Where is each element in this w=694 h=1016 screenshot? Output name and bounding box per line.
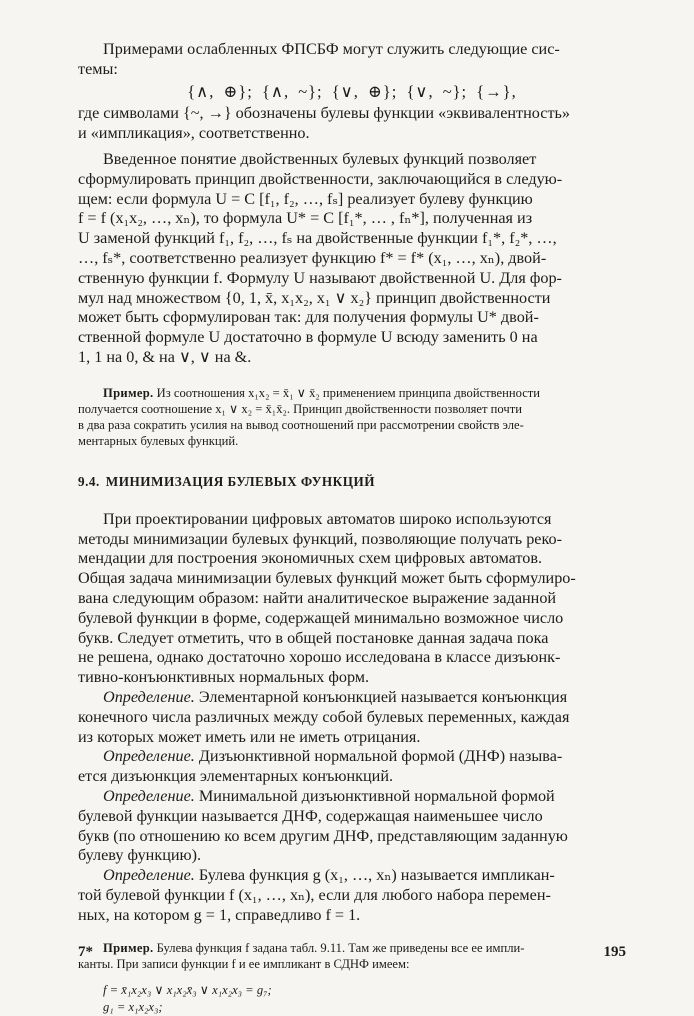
minimization-paragraph <box>78 510 626 688</box>
text-line: ственной формуле U достаточно в формуле U всюду заменить 0 на <box>78 328 538 347</box>
example-line: получается соотношение x₁ ∨ x₂ = x̄₁x̄₂. Принцип двойственности позволяет почти <box>78 401 522 416</box>
duality-paragraph <box>78 150 626 368</box>
page-body <box>78 40 626 1016</box>
text-line: из которых может иметь или не иметь отрицания. <box>78 727 421 746</box>
text-line: ных, на котором g = 1, справедливо f = 1. <box>78 905 361 924</box>
formula-line: f = x̄₁x₂x₃ ∨ x₁x₂x̄₃ ∨ x₁x₂x₃ = g₇; <box>103 983 272 998</box>
section-title: МИНИМИЗАЦИЯ БУЛЕВЫХ ФУНКЦИЙ <box>105 473 375 489</box>
definition-minimal-dnf <box>78 787 626 866</box>
text-line: сформулировать принцип двойственности, заключающийся в следую- <box>78 169 563 188</box>
definition-line <box>78 787 626 807</box>
text-line: Общая задача минимизации булевых функций может быть сформулиро- <box>78 569 576 588</box>
example-line: канты. При записи функции f и ее импликант в СДНФ имеем: <box>78 957 410 972</box>
text-line: букв (по отношению ко всем другим ДНФ, представляющим заданную <box>78 826 568 845</box>
text-line: букв. Следует отметить, что в общей постановке данная задача пока <box>78 628 549 647</box>
intro-paragraph <box>78 40 626 144</box>
text-line: методы минимизации булевых функций, позволяющие получать реко- <box>78 529 563 548</box>
definition-text: Минимальной дизъюнктивной нормальной формой <box>194 786 555 805</box>
section-heading <box>78 474 626 490</box>
text-line: булевой функции называется ДНФ, содержащая наименьшее число <box>78 806 543 825</box>
example-line <box>78 940 626 956</box>
page-number: 195 <box>603 944 626 960</box>
text-line: щем: если формула U = C [f₁, f₂, …, fₛ] реализует булеву функцию <box>78 189 533 208</box>
example-text: Булева функция f задана табл. 9.11. Там же приведены все ее импли- <box>153 941 525 956</box>
definition-text: Элементарной конъюнкцией называется конъюнкция <box>194 687 568 706</box>
text-line: мендации для построения экономичных схем цифровых автоматов. <box>78 549 543 568</box>
definition-term: Определение. <box>103 687 195 706</box>
text-line: ственную функции f. Формулу U называют двойственной U. Для фор- <box>78 268 562 287</box>
text-line: где символами {~, →} обозначены булевы функции «эквивалентность» <box>78 104 571 123</box>
definition-text: Дизъюнктивной нормальной формой (ДНФ) называ- <box>194 747 563 766</box>
example-line <box>78 385 626 401</box>
formula-systems: {∧, ⊕}; {∧, ~}; {∨, ⊕}; {∨, ~}; {→}, <box>187 81 517 101</box>
text-line: мул над множеством {0, 1, x̄, x₁x₂, x₁ ∨ x₂} принцип двойственности <box>78 288 551 307</box>
text-line: булевой функции в форме, содержащей минимально возможное число <box>78 608 564 627</box>
text-line: f = f (x₁x₂, …, xₙ), то формула U* = C [f₁*, … , fₙ*], полученная из <box>78 209 533 228</box>
text-line: ется дизъюнкция элементарных конъюнкций. <box>78 767 394 786</box>
heading-line <box>78 474 626 490</box>
text-line: 1, 1 на 0, & на ∨, ∨ на &. <box>78 347 252 366</box>
definition-dnf <box>78 747 626 787</box>
text-line: и «импликация», соответственно. <box>78 124 310 143</box>
text-line: U заменой функций f₁, f₂, …, fₛ на двойственные функции f₁*, f₂*, …, <box>78 229 557 248</box>
example-line: ментарных булевых функций. <box>78 433 239 448</box>
example-duality <box>78 385 626 449</box>
text-line: Введенное понятие двойственных булевых функций позволяет <box>103 149 537 168</box>
example-implicants <box>78 940 626 1016</box>
text-line: вана следующим образом: найти аналитическое выражение заданной <box>78 588 557 607</box>
definition-term: Определение. <box>103 747 195 766</box>
text-line: …, fₛ*, соответственно реализует функцию f* = f* (x₁, …, xₙ), двой- <box>78 248 547 267</box>
spacer <box>78 972 626 982</box>
text-line: Примерами ослабленных ФПСБФ могут служить следующие сис- <box>103 40 560 58</box>
signature-mark: 7* <box>78 944 93 960</box>
example-label: Пример. <box>103 385 154 400</box>
formula-line: g₁ = x₁x₂x₃; <box>103 1000 163 1015</box>
definition-term: Определение. <box>103 866 195 885</box>
example-label: Пример. <box>103 941 154 956</box>
definition-elementary-conjunction <box>78 688 626 747</box>
text-line: не решена, однако достаточно хорошо исследована в классе дизъюнк- <box>78 648 561 667</box>
definition-implicant <box>78 866 626 925</box>
text-line: темы: <box>78 59 118 78</box>
section-number: 9.4. <box>78 473 100 489</box>
definition-text: Булева функция g (x₁, …, xₙ) называется импликан- <box>194 866 555 885</box>
definition-line <box>78 747 626 767</box>
text-line: может быть сформулирован так: для получения формулы U* двой- <box>78 308 539 327</box>
text-line: тивно-конъюнктивных нормальных форм. <box>78 668 370 687</box>
example-text: Из соотношения x₁x₂ = x̄₁ ∨ x̄₂ применением принципа двойственности <box>156 385 541 400</box>
text-line: той булевой функции f (x₁, …, xₙ), если для любого набора перемен- <box>78 885 551 904</box>
example-line: в два раза сократить усилия на вывод соотношений при рассмотрении свойств эле- <box>78 417 524 432</box>
text-line: булеву функцию). <box>78 846 202 865</box>
definition-line <box>78 866 626 886</box>
text-line: конечного числа различных между собой булевых переменных, каждая <box>78 707 570 726</box>
definition-term: Определение. <box>103 786 195 805</box>
definition-line <box>78 688 626 708</box>
text-line: При проектировании цифровых автоматов широко используются <box>103 509 552 528</box>
